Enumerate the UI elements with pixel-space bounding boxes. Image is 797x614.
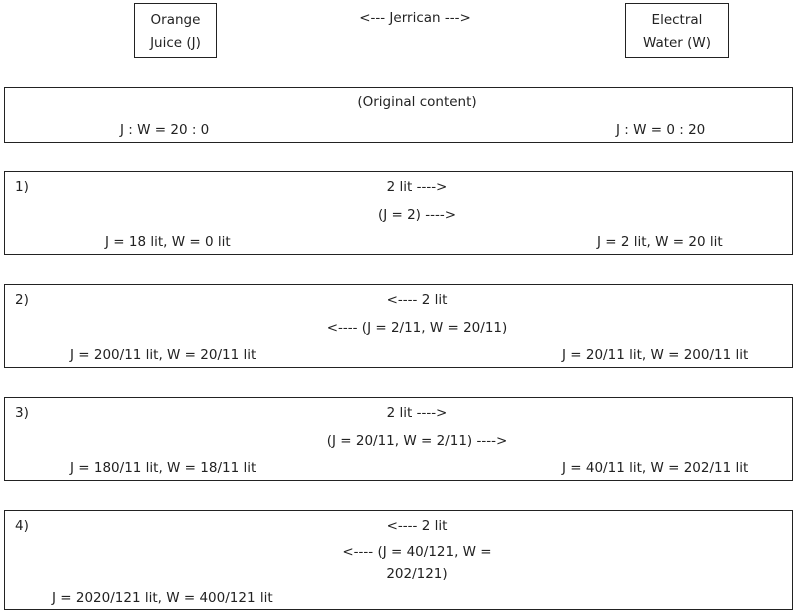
orange-juice-label-line1: Orange bbox=[150, 12, 201, 28]
step-4-transfer-content-line2: 202/121) bbox=[386, 566, 448, 582]
electral-water-container-label bbox=[625, 3, 729, 58]
step-2-transfer-amount: <---- 2 lit bbox=[386, 292, 448, 308]
step-2-water-side: J = 20/11 lit, W = 200/11 lit bbox=[562, 347, 749, 363]
original-juice-ratio: J : W = 20 : 0 bbox=[120, 122, 210, 138]
original-content-title: (Original content) bbox=[357, 94, 477, 110]
step-2-juice-side: J = 200/11 lit, W = 20/11 lit bbox=[70, 347, 257, 363]
step-4-transfer-content-line1: <---- (J = 40/121, W = bbox=[342, 544, 492, 560]
orange-juice-label-line2: Juice (J) bbox=[150, 35, 201, 51]
step-1-transfer-content: (J = 2) ----> bbox=[377, 207, 457, 223]
step-1-water-side: J = 2 lit, W = 20 lit bbox=[597, 234, 723, 250]
electral-water-label-line2: Water (W) bbox=[642, 35, 712, 51]
step-1-number: 1) bbox=[15, 179, 29, 195]
step-4-juice-side: J = 2020/121 lit, W = 400/121 lit bbox=[52, 590, 273, 606]
step-4-number: 4) bbox=[15, 518, 29, 534]
step-3-transfer-content: (J = 20/11, W = 2/11) ----> bbox=[326, 433, 508, 449]
step-2-number: 2) bbox=[15, 292, 29, 308]
step-3-number: 3) bbox=[15, 405, 29, 421]
step-3-water-side: J = 40/11 lit, W = 202/11 lit bbox=[562, 460, 749, 476]
original-water-ratio: J : W = 0 : 20 bbox=[616, 122, 706, 138]
orange-juice-container-label bbox=[134, 3, 217, 58]
step-3-juice-side: J = 180/11 lit, W = 18/11 lit bbox=[70, 460, 257, 476]
electral-water-label-line1: Electral bbox=[651, 12, 703, 28]
step-4-transfer-amount: <---- 2 lit bbox=[386, 518, 448, 534]
step-3-transfer-amount: 2 lit ----> bbox=[386, 405, 448, 421]
step-1-transfer-amount: 2 lit ----> bbox=[386, 179, 448, 195]
jerrican-label: <--- Jerrican ---> bbox=[359, 10, 471, 26]
step-2-transfer-content: <---- (J = 2/11, W = 20/11) bbox=[326, 320, 508, 336]
step-1-juice-side: J = 18 lit, W = 0 lit bbox=[105, 234, 231, 250]
